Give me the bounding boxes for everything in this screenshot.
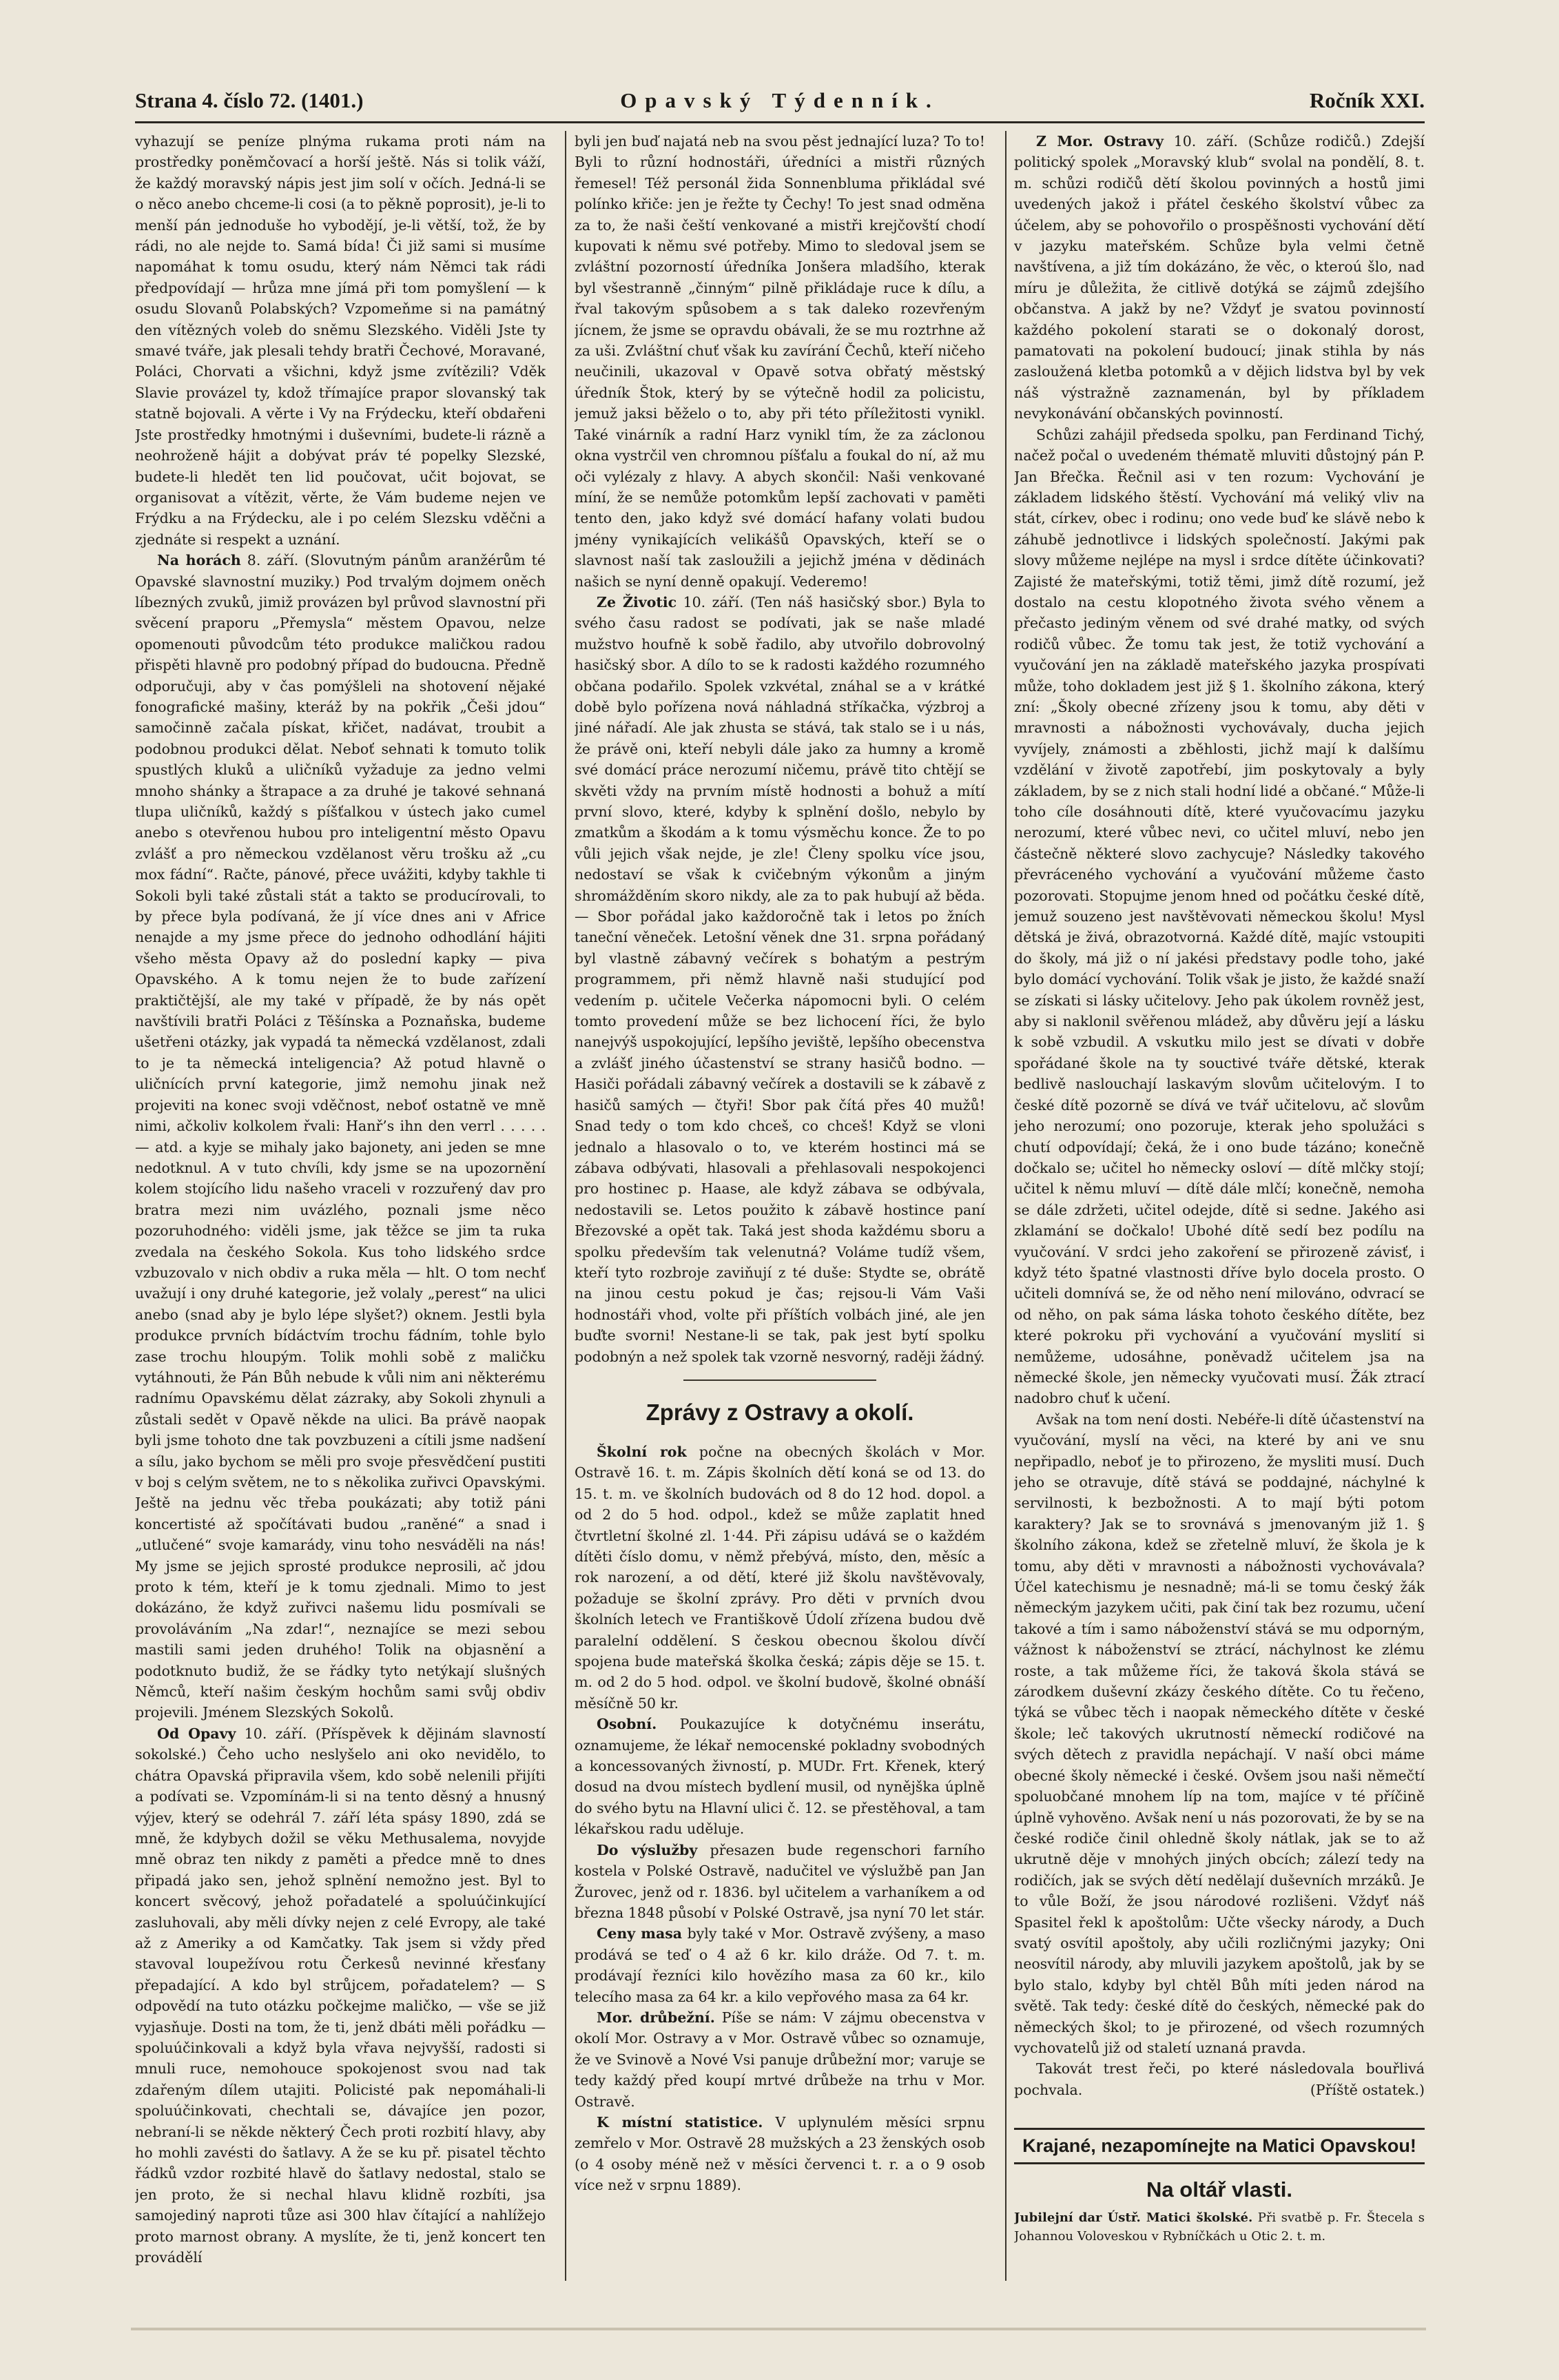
- article-paragraph: [135, 550, 546, 1723]
- donation-notice: [1014, 2208, 1425, 2246]
- article-paragraph: byli jen buď najatá neb na svou pěst jednající luza? To to! Byli to různí hodnostáři, úředníci a mistři různých řemesel! Též personál žida Sonnenbluma přikládal své polínko křiče: jen je řežte ty Čechy! To jest snad odměna za to, že naši čeští venkované a mistři krejčovští chodí kupovati k němu své potřeby. Mimo to sledoval jsem se zvláštní pozorností úředníka Jonšera mladšího, kterak byl všestranně „činným“ pilně přikládaje ruce k dílu, a řval takovým spůsobem a s tak daleko rozevřeným jícnem, že jsme se opravdu obávali, že se mu roztrhne až za uši. Zvláštní chuť však ku zavírání Čechů, kteří ničeho neučinili, ukazoval v Opavě sotva obřatý městský úředník Štok, který by se výtečně hodil za policistu, jemuž jaksi běželo o to, aby při této příležitosti vynikl. Také vinárník a radní Harz vynikl tím, že za záclonou okna vystrčil ven chromnou píšťalu a foukal do ní, až mu oči vylézaly z hlavy. A abych skončil: Naši venkované míní, že se nemůže potomkům lepší zachovati v paměti tento den, jako když své domácí hafany volati budou jmény vynikajících velikášů Opavských, kteří se o slavnost naší tak zasloužili a jejichž jména v dědinách našich se nyní denně opakují. Vederemo!: [575, 133, 985, 590]
- article-paragraph: Schůzi zahájil předseda spolku, pan Ferdinand Tichý, načež počal o uvedeném thématě mluviti důstojný pán P. Jan Břečka. Řečnil asi v ten rozum: Vychování je základem lidského štěstí. Vychování má veliký vliv na stát, církev, obec i rodinu; ono vede buď ke slávě nebo k záhubě jednotlivce i lidských společností. Jakými pak slovy můžeme nejlépe na mysl i srdce dítěte účinkovati? Zajisté že mateřskými, totiž těmi, jimž dítě rozumí, jež dostalo na cestu klopotného života svého věnem a přečasto jediným věnem od své drahé matky, od svých rodičů vůbec. Že tomu tak jest, že totiž vychování a vyučování jen na základě mateřského jazyka prospívati může, toho dokladem jest již § 1. školního zákona, který zní: „Školy obecné zřízeny jsou k tomu, aby děti v mravnosti a nábožnosti vychovávaly, ducha jejich vyvíjely, známosti a zběhlosti, jichž mají k dalšímu vzdělání v životě zapotřebí, jim poskytovaly a byly základem, by se z nich stali hodní lidé a občané.“ Může-li toho cíle dosáhnouti dítě, které vyučovacímu jazyku nerozumí, které vůbec nevi, co učitel mluví, nebo jen částečně některé slovo zachycuje? Následky takového převráceného vychování a vyučování můžeme často pozorovati. Stopujme jenom hned od počátku české dítě, jemuž souzeno jest navštěvovati německou školu! Mysl dětská je živá, obrazotvorná. Každé dítě, majíc vstoupiti do školy, má již o ní jakési představy podle toho, jaké bylo domácí vychování. Tolik však je jisto, že každé snaží se získati si lásky učitelovy. Jeho pak úkolem rovněž jest, aby si naklonil svěřenou mládež, aby důvěru její a lásku k sobě vzbudil. A vskutku milo jest se dívati v dobře spořádané škole na ty souctivé tváře dětské, kterak bedlivě naslouchají laskavým slovům učitelovým. I to české dítě pozorně se dívá ve tvář učitelovu, ač slovům jeho nerozumí; ono pozoruje, kterak jeho spolužáci s chutí odpovídají; čeká, že i ono bude tázáno; konečně dočkalo se; učitel ho německy osloví — dítě mlčky stojí; učitel k němu mluví — dítě dále mlčí; konečně, nemoha se dále zdržeti, učitel odejde, dítě si sedne. Jakého asi zklamání se dočkalo! Ubohé dítě sedí bez podílu na vyučování. V srdci jeho zakoření se přirozeně závisť, i když této špatné vlastnosti dříve bylo docela prosto. O učiteli domnívá se, že od něho není milováno, odvrací se od něho, on pak sáma láska tohoto českého dítěte, bez které pokroku při vychování a vyučování myslití si nemůžeme, udosáhne, poněvadž učitelem jsa na německé škole, jen německy vyučovati musí. Žák ztrací nadobro chuť k učení.: [1014, 426, 1425, 1407]
- news-text: byly také v Mor. Ostravě zvýšeny, a maso prodává se teď o 4 až 6 kr. kilo dráže. Od 7. t. m. prodávají řezníci kilo hovězího masa za 60 kr., kilo telecího masa za 64 kr. a kilo vepřového masa za 64 kr.: [575, 1925, 985, 2005]
- article-lead: Ze Životic: [597, 593, 677, 611]
- newspaper-title: Opavský Týdenník.: [620, 88, 940, 112]
- article-paragraph: [1014, 131, 1425, 424]
- news-lead: Školní rok: [597, 1443, 687, 1460]
- news-lead: K místní statistice.: [597, 2113, 763, 2131]
- column-1: [135, 131, 546, 2329]
- article-text: 10. září. (Schůze rodičů.) Zdejší politický spolek „Moravský klub“ svolal na pondělí, 8. t. m. schůzi rodičů dětí školou povinných a hostů jimi uvedených jakož i přátel českého školství vůbec za účelem, aby se pohovořilo o prospěšnosti vychování dětí v jazyku mateřském. Schůze byla velmi četně navštívena, a již tím dokázáno, že věc, o kteroú šlo, nad míru je důležita, že citlivě dotýká se zájmů zdejšího občanstva. A jakž by ne? Vždyť je svatou povinností každého pokolení starati se o dokonalý dorost, pamatovati na pokolení budoucí; jinak stihla by nás zasloužená kletba potomků a v dějich lidstva byl by vek náš výstražně zaznamenán, byl by příkladem nevykonávání občanských povinností.: [1014, 133, 1425, 422]
- column-2: [575, 131, 985, 2329]
- news-lead: Do výslužby: [597, 1841, 698, 1858]
- donation-heading: Na oltář vlasti.: [1146, 2177, 1292, 2202]
- section-divider: [683, 1379, 876, 1381]
- donation-text: Při svatbě p. Fr. Štecela s Johannou Voloveskou v Rybníčkách u Otic 2. t. m.: [1014, 2210, 1425, 2244]
- article-paragraph: [1014, 2058, 1425, 2100]
- news-item: [575, 2112, 985, 2196]
- article-text: 10. září. (Ten náš hasičský sbor.) Byla to svého času radost se podívati, jak se naše mladé mužstvo houfně k sobě řadilo, aby utvořilo dobrovolný hasičský sbor. A dílo to se k radosti každého rozumného občana podařilo. Spolek vzkvétal, znáhal se a v krátké době bylo pořízena nová náhladná stříkačka, výzbroj a jiné nářadí. Ale jak zhusta se stává, tak stalo se i u nás, že právě oni, kteří nebyli dále jako za humny a kromě své domácí práce nerozumí ničemu, právě tito chtějí se skvěti vždy na prvním místě hodnosti a bohuž a mítí první slovo, které, kdyby k splnění došlo, nebylo by zmatkům a škodám a k tomu výsměchu konce. Že to po vůli jejich však nejde, je zle! Členy spolku více jsou, nedostaví se však k cvičebným výkonům a jiným shromážděním skoro nikdy, ale za to pak hubují až běda. — Sbor pořádal jako každoročně tak i letos po žních taneční věneček. Letošní věnek dne 31. srpna pořádaný byl vlastně zábavný večírek s bohatým a pestrým programmem, při němž hlavně naši studující pod vedením p. učitele Večerka nápomocni byli. O celém tomto provedení může se bez lichocení říci, že bylo nanejvýš uspokojující, lepšího jeviště, lepšího obecenstva a zvlášť jiného účastenství se strany hasičů bodno. — Hasiči pořádali zábavný večírek a dostavili se k zábavě z hasičů samých — čtyři! Sbor pak čítá přes 40 mužů! Snad tedy o tom kdo chceš, co chceš! Když se vloni jednalo a hlasovalo o to, ve kterém hostinci má se zábava odbývati, hlasovali a přehlasovali nespokojenci pro hostinec p. Haase, ale když zábava se odbývala, nedostavili se. Letos použito k zábavě hostince paní Březovské a opět tak. Taká jest shoda každému sboru a spolku především tak velenutná? Voláme tudíž všem, kteří tyto rozbroje zaviňují z té duše: Stydte se, obrátě na jinou cestu pokud je čas; rejsou-li Vám Vaši hodnostáři vhod, volte při příštích volbách jiné, ale jen buďte svorni! Nestane-li se tak, pak jest bytí spolku podobnýn a než spolek tak vzorně nesvorný, raději žádný.: [575, 593, 985, 1365]
- article-lead: Z Mor. Ostravy: [1036, 133, 1164, 150]
- news-text: V uplynulém měsíci srpnu zemřelo v Mor. Ostravě 28 mužských a 23 ženských osob (o 4 osoby méně než v měsíci červenci t. r. a o 9 osob více než v srpnu 1889).: [575, 2113, 985, 2194]
- page-number: Strana 4. číslo 72. (1401.): [135, 88, 364, 112]
- news-text: počne na obecných školách v Mor. Ostravě 16. t. m. Zápis školních dětí koná se od 13. do 15. t. m. ve školních budovách od 8 do 12 hod. dopol. a od 2 do 5 hod. odpol., kdež se může zaplatit hned čtvrtletní školné zl. 1·44. Při zápisu udává se o každém dítěti číslo domu, v němž přebývá, místo, den, měsíc a rok narození, a od dětí, které již školu navštěvovaly, požaduje se školní zprávy. Pro děti v prvních dvou školních letech ve Františkově Údolí zřízena budou dvě paralelní oddělení. S českou obecnou školou dívčí spojena bude mateřská školka česká; zápis děje se 15. t. m. od 2 do 5 hod. odpol. ve školní budově, školné obnáší měsíčně 50 kr.: [575, 1443, 985, 1712]
- donation-lead: Jubilejní dar Ústř. Matici školské.: [1014, 2210, 1253, 2225]
- article-paragraph: vyhazují se peníze plnýma rukama proti nám na prostředky poněmčovací a horší ještě. Nás si tolik váží, že každý moravský nápis jest jim solí v očích. Jedná-li se o něco anebo chceme-li cosi (a to pěkně poprosit), je-li to menší pán jednoduše ho vybodějí, je-li větší, tož, že by rádi, no ale nejde to. Samá bída! Či již sami si musíme napomáhat k tomu osudu, který nám Němci tak rádi předpovídají — hrůza mne jímá při tom pomyšlení — k osudu Slovanů Polabských? Vzpomeňme si na památný den vítězných voleb do sněmu Slezského. Viděli Jste ty smavé tváře, jak plesali tehdy bratři Čechové, Moravané, Poláci, Chorvati a všichni, když jsme zvítězili? Vděk Slavie provázel ty, kdož třímajíce prapor slovanský tak statně bojovali. A věrte i Vy na Frýdecku, kteří obdařeni Jste prostředky hmotnými i duševními, budete-li rázně a neohroženě hájit a dobývat práv té popelky Slezské, budete-li hledět ten lid poučovat, učit bojovat, se organisovat a vítězit, věrte, že Vám budeme nejen ve Frýdku a na Frýdecku, ale i po celém Slezsku vděčni a zjednáte si respekt a uznání.: [135, 133, 546, 548]
- news-lead: Ceny masa: [597, 1925, 683, 1942]
- news-item: [575, 1923, 985, 2007]
- section-title: Zprávy z Ostravy a okolí.: [646, 1399, 914, 1425]
- news-lead: Osobní.: [597, 1716, 657, 1733]
- news-text: Píše se nám: V zájmu obecenstva v okolí Mor. Ostravy a v Mor. Ostravě vůbec so oznamuje, že ve Svinově a Nové Vsi panuje drůbežní mor; varuje se tedy každý před koupí mrtvé drůbeže na trhu v Mor. Ostravě.: [575, 2009, 985, 2110]
- page-header: [135, 81, 1425, 123]
- news-text: přesazen bude regenschori farního kostela v Polské Ostravě, nadučitel ve výslužbě pan Jan Žurovec, jenž od r. 1836. byl učitelem a varhaníkem a od března 1848 působí v Polské Ostravě, jsa nyní 70 let stár.: [575, 1841, 985, 1921]
- matice-banner: Krajané, nezapomínejte na Matici Opavskou!: [1014, 2128, 1425, 2164]
- news-lead: Mor. drůbežní.: [597, 2009, 715, 2026]
- column-3: [1014, 131, 1425, 2329]
- page-bottom-edge: [131, 2328, 1426, 2330]
- news-item: [575, 2007, 985, 2112]
- article-text: Takovát trest řeči, po které následovala bouřlivá pochvala.: [1014, 2060, 1425, 2098]
- header-divider: [135, 121, 1425, 123]
- column-divider: [1005, 131, 1006, 2281]
- volume-label: Ročník XXI.: [1309, 88, 1425, 112]
- article-paragraph: [135, 1723, 546, 2268]
- article-lead: Na horách: [157, 552, 241, 569]
- article-paragraph: [575, 592, 985, 1367]
- column-divider: [565, 131, 566, 2281]
- news-item: [575, 1442, 985, 1714]
- news-item: [575, 1714, 985, 1839]
- continuation-note: (Příště ostatek.): [1310, 2081, 1425, 2098]
- article-text: 10. září. (Příspěvek k dějinám slavností sokolské.) Čeho ucho neslyšelo ani oko nevidělo, to chátra Opavská připravila všem, kdo sobě nelenili přijíti a podívati se. Vzpomínám-li si na tento děsný a hnusný výjev, který se odehrál 7. září léta spásy 1890, zdá se mně, že kdybych dožil se věku Methusalema, novyjde mně obraz ten nikdy z paměti a předce mně to dnes připadá jako sen, jehož splnění nemožno jest. Byl to koncert svěcový, jehož pořadatelé a spoluúčinkující zasluhovali, aby měli dívky nejen z celé Evropy, ale také až z Ameriky a od Kamčatky. Tak jsem si vždy před stavoval loupežívou rotu Čerkesů nevinné křesťany přepadající. A kdo byl strůjcem, pořadatelem? — S odpovědí na tuto otázku počkejme maličko, — vše se již vyjasňuje. Dosti na tom, že ti, jenž dbáti měli pořádku — spoluúčinkovali a když byla vřava nejvyšší, radosti si mnuli ruce, nemohouce spokojenost svou nad tak zdařeným dílem utajiti. Policisté pak nepomáhali-li spoluúčinkovati, chechtali se, dávajíce jen pozor, nebraní-li se někde některý Čech proti rozbití hlavy, aby ho mohli zavésti do šatlavy. A že se ku př. pisatel těchto řádků vzdor rozbité hlavě do šatlavy nedostal, stalo se jen proto, že si nechal hlavu klidně rozbíti, jsa samojediný naproti tůze asi 300 hlav čítající a nahlížejo proto marnost obrany. A myslíte, že ti, jenž koncert ten provádělí: [135, 1725, 546, 2266]
- article-lead: Od Opavy: [157, 1725, 236, 1742]
- news-item: [575, 1840, 985, 1924]
- article-text: 8. září. (Slovutným pánům aranžérům té Opavské slavnostní muziky.) Pod trvalým dojmem oněch líbezných zvuků, jimiž provázen byl průvod slavnostní při svěcení praporu „Přemysla“ městem Opavou, nelze opomenouti původcům této produkce maličkou radou přispěti hlavně pro podobný případ do budoucna. Předně odporučuji, aby v čas pomýšleli na shotovení nějaké fonografické mašiny, kteráž by na pokřik „Češi jdou“ samočinně začala pískat, křičet, nadávat, troubit a podobnou produkci dělat. Neboť sehnati k tomuto tolik spustlých kluků a uličníků vyžaduje za jedno velmi mnoho shánky a štrapace a za druhé je takové sehnaná tlupa uličníků, každý s píšťalkou v ústech jako cumel anebo s otevřenou hubou pro inteligentní město Opavu zvlášť a pro německou vzdělanost věru trošku až „cu mox fádní“. Račte, pánové, přece uvážiti, kdyby takhle ti Sokoli byli také zůstali stát a takto se producírovali, to by přece byla podívaná, že jí více dnes ani v Africe nenajde a my jsme přece do jednoho odhodlání hájiti všeho města Opavy až do poslední kapky — piva Opavského. A k tomu nejen že to bude zařízení praktičtější, ale my také v případě, že by nás opět navštívili bratři Poláci z Těšínska a Poznaňska, budeme ušetřeni otázky, jak vypadá ta německá vzdělanost, zdali to je ta německá inteligencia? Až potud hlavně o uličnících první kategorie, jimž nemohu jinak než projeviti na konec svoji vděčnost, neboť ostatně ve mně nimi, ačkoliv kolkolem řvali: Hanř’s ihn den verrl . . . . . — atd. a kyje se mihaly jako bajonety, ani jeden se mne nedotknul. A v tuto chvíli, kdy jsme se na upozornění kolem stojícího lidu našeho vraceli v rozzuřený dav pro bratra mezi nim uvázlého, poznali jsme něco pozoruhodného: viděli jsme, jak těžce se jim ta ruka zvedala na českého Sokola. Kus toho lidského srdce vzbuzovalo v nich obdiv a ruka měla — hlt. O tom nechť uvažují i ony druhé kategorie, jež volaly „perest“ na ulici anebo (snad aby je bylo lépe slyšet?) oknem. Jestli byla produkce prvních bídáctvím trochu fádním, tohle bylo zase trochu hloupým. Tolik mohli sobě z maličku vytáhnouti, že Pán Bůh nebude k vůli nim ani některému radnímu Opavskému dělat zázraky, aby Sokoli zhynuli a zůstali sedět v Opavě někde na ulici. Ba právě naopak byli jsme tohoto dne tak povzbuzeni a cítili jsme nadšení a sílu, jako bychom se měli pro svoje přesvědčení pustiti v boj s celým světem, ne to s několika zuřivci Opavskými. Ještě na jednu věc třeba poukázati; aby totiž páni koncertisté až spočítávati budou „raněné“ a snad i „utlučené“ svoje kamarády, vinu toho nesváděli na nás! My jsme se jejich sprosté produkce neprosili, ač jdou proto k tém, kteří je k tomu zjednali. Mimo to jest dokázáno, že když zuřivci našemu lidu posmívali se provoláváním „Na zdar!“, neznajíce se mezi sebou mastili sami jeden druhého! Tolik na objasnění a podotknuto budiž, že se řádky tyto netýkají slušných Němců, kteří našim českým hochům sami svůj obdiv projevili. Jménem Slezských Sokolů.: [135, 552, 546, 1721]
- article-paragraph: Avšak na tom není dosti. Nebéře-li dítě účastenství na vyučování, myslí na věci, na které by ani ve snu nepřipadlo, neboť je to přirozeno, že mysliti musí. Duch jeho se otravuje, dítě stává se poddajné, náchylné k servilnosti, k bezbožnosti. A to mají býti potom karaktery? Jak se to srovnává s jmenovaným již 1. § školního zákona, kdež se zřetelně mluví, že škola je k tomu, aby děti v mravnosti a nábožnosti vychovávala? Účel katechismu je nesnadně; má-li se tomu český žák německým jazykem učiti, pak činí tak bez rozumu, učení takové a tím i samo náboženství stává se mu odporným, vážnost k náboženství se ztrácí, náchylnost ke zlému roste, a tak můžeme říci, že taková škola stává se zárodkem duševní zkázy českého dítěte. Co tu řečeno, týká se vůbec těch i naopak německého dítěte v české škole; leč takových ukrutností německí rodičové na svých dětech z pravidla nepáchají. V naší obci máme obecné školy německé i české. Ovšem jsou naši němečtí spoluobčané mnohem líp na tom, majíce v té příčině úplně vyhověno. Avšak není u nás pozorovati, že by se na české rodiče činil ohledně školy nátlak, jak se to až ukrutně děje v mnohých jiných obcích; zálezí tedy na rodičích, jak se svých dětí nedělají duševních mrzáků. Je to vůle Boží, že jsou národové rozlišeni. Vždyť náš Spasitel řekl k apoštolům: Učte všecky národy, a Duch svatý osvítil apoštoly, aby učili rozličnými jazyky; Oni neosvítil národy, aby mluvili jazykem apoštolů, jak by se bylo stalo, kdyby byl chtěl Bůh míti jeden národ na světě. Tak tedy: české dítě do českých, německé pak do německých škol; to je přirozené, od všech rozumných vychovatelů již od staletí uznaná pravda.: [1014, 1410, 1425, 2056]
- news-text: Poukazujíce k dotyčnému inserátu, oznamujeme, že lékař nemocenské pokladny svobodných a koncessovaných živností, p. MUDr. Frt. Křenek, který dosud na dvou místech bydlení musil, od nynějška úplně do svého bytu na Hlavní ulici č. 12. se přestěhoval, a tam lékařskou radu uděluje.: [575, 1716, 985, 1838]
